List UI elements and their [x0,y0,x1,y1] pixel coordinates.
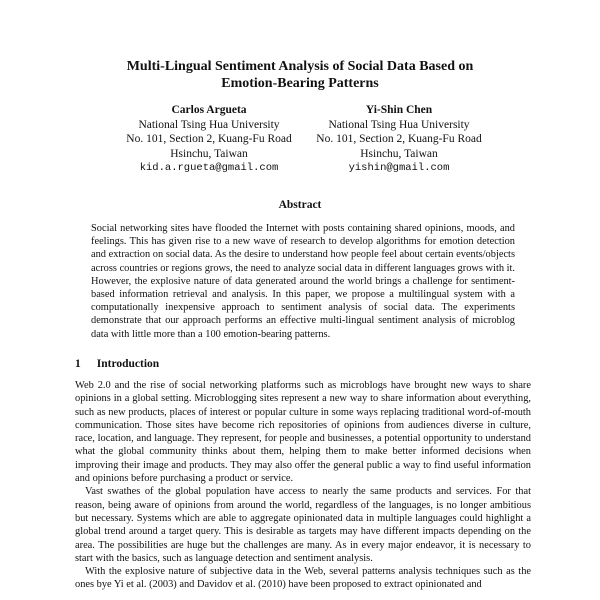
author-affiliation: National Tsing Hua University [328,118,470,131]
author-affiliation: National Tsing Hua University [138,118,280,131]
author-name: Yi-Shin Chen [365,104,433,116]
author-address-line-2: Hsinchu, Taiwan [360,147,438,160]
author-block-2 [284,103,514,176]
section-body [75,379,531,592]
section-heading [75,358,159,370]
section-title: Introduction [96,358,160,370]
section-number: 1 [75,358,81,370]
author-address-line-2: Hsinchu, Taiwan [170,147,248,160]
author-email: yishin@gmail.com [348,162,450,175]
abstract-text: Social networking sites have flooded the Internet with posts containing shared opinions, moods, and feelings. This has given rise to a new wave of research to develop algorithms for emotion detection and extraction on social data. As the desire to understand how people feel about certain events/objects across countries or regions grows, the need to analyze social data in different languages grows with it. However, the explosive nature of data generated around the world brings a challenge for sentiment-based information retrieval and analysis. In this paper, we propose a multilingual system with a computationally inexpensive approach to sentiment analysis of social data. The experiments demonstrate that our approach performs an effective multi-lingual sentiment analysis of microblog data with little more than a 100 emotion-bearing patterns. [91,223,515,340]
body-paragraph: Web 2.0 and the rise of social networking platforms such as microblogs have brought new ways to share opinions in a global setting. Microblogging sites represent a new way to share information about everything, such as new products, places of interest or popular culture in some ways replacing traditional word-of-mouth communication. Those sites have become rich repositories of opinions from audiences diverse in culture, race, location, and language. They represent, for people and businesses, a potential opportunity to understand what the global community thinks about them, helping them to make better informed decisions when improving their image and products. They may also offer the general public a way to find useful information and opinions before purchasing a product or service. [75,380,531,485]
body-paragraph: With the explosive nature of subjective data in the Web, several patterns analysis techniques such as the ones bye Yi et al. (2003) and Davidov et al. (2010) have been proposed to extract opinionated and [75,566,531,591]
title-line-1: Multi-Lingual Sentiment Analysis of Social Data Based on [126,59,474,74]
body-paragraph: Vast swathes of the global population have access to nearly the same products and services. For that reason, being aware of opinions from around the world, regardless of the languages, is no longer ambitious but necessary. Systems which are able to aggregate opinionated data in multiple languages could highlight a global trend around a target query. This is desirable as targets may have different impacts depending on the area. The possibilities are huge but the challenges are many. As in every major endeavor, it is necessary to start with the basics, such as language detection and sentiment analysis. [75,486,531,564]
author-name: Carlos Argueta [171,104,247,116]
author-email: kid.a.rgueta@gmail.com [139,162,279,175]
paper-title [0,58,600,92]
author-address-line-1: No. 101, Section 2, Kuang-Fu Road [126,133,292,146]
abstract-heading: Abstract [278,199,322,211]
author-address-line-1: No. 101, Section 2, Kuang-Fu Road [316,133,482,146]
title-line-2: Emotion-Bearing Patterns [221,76,379,91]
